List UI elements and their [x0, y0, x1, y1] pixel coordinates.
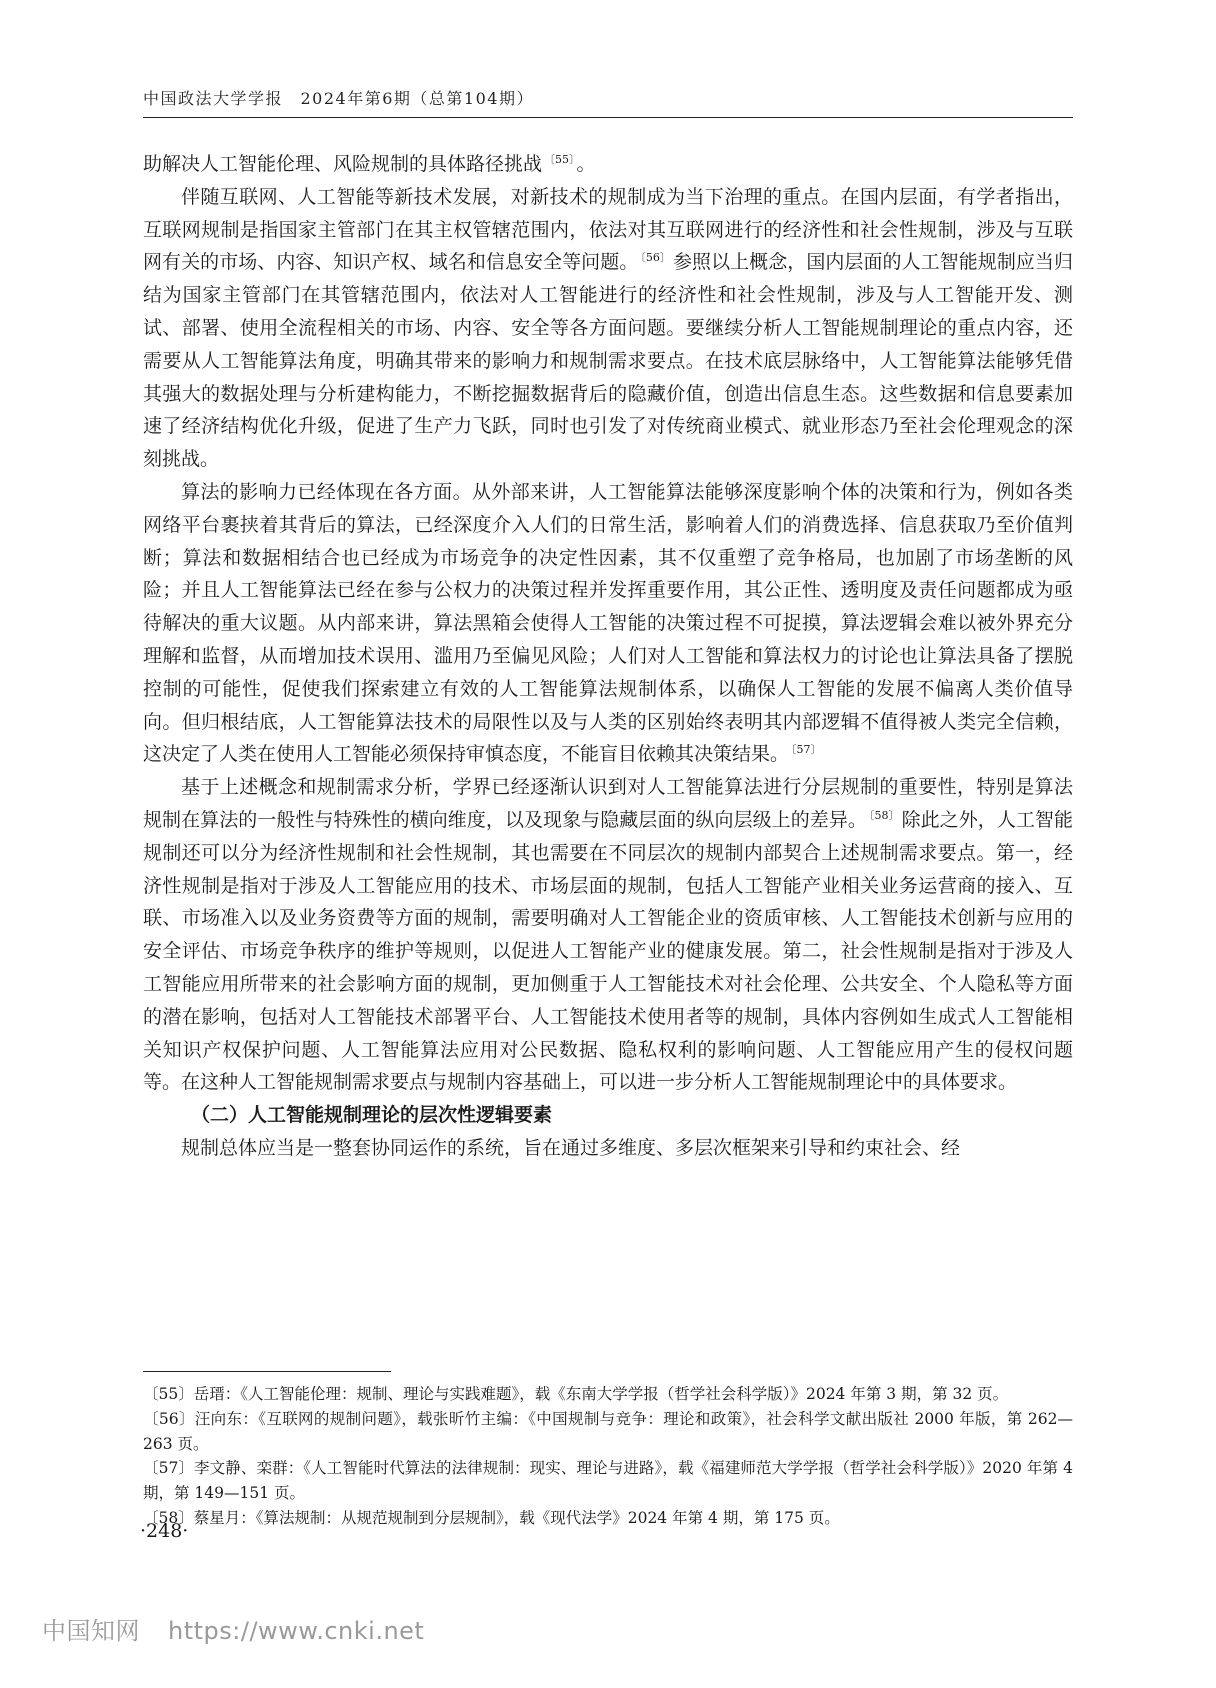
footnotes	[143, 1382, 1073, 1531]
footnote-ref-58[interactable]: 〔58〕	[868, 808, 900, 822]
footnote-ref-55[interactable]: 〔55〕	[544, 153, 575, 166]
article-body	[143, 148, 1073, 1165]
running-header: 中国政法大学学报 2024年第6期（总第104期）	[143, 89, 534, 108]
paragraph-algorithm-influence	[143, 476, 1073, 771]
footnote-55: 〔55〕岳瑨：《人工智能伦理：规制、理论与实践难题》，载《东南大学学报（哲学社会科学版）》2024 年第 3 期，第 32 页。	[143, 1385, 1009, 1403]
paragraph-text: 伴随互联网、人工智能等新技术发展，对新技术的规制成为当下治理的重点。在国内层面，有学者指出，互联网规制是指国家主管部门在其主权管辖范围内，依法对其互联网进行的经济性和社会性规制，涉及与互联网有关的市场、内容、知识产权、域名和信息安全等问题。	[143, 185, 1073, 274]
footnote-rule	[143, 1371, 391, 1372]
paragraph-continued	[143, 148, 1073, 181]
paragraph-text: 。	[576, 153, 596, 175]
paragraph-regulation-system	[143, 1132, 1073, 1165]
paragraph-layered-regulation	[143, 771, 1073, 1099]
page-number: ·248·	[140, 1520, 189, 1542]
section-subheading: （二）人工智能规制理论的层次性逻辑要素	[191, 1104, 553, 1127]
cnki-watermark[interactable]	[42, 1611, 424, 1646]
paragraph-text: 基于上述概念和规制需求分析，学界已经逐渐认识到对人工智能算法进行分层规制的重要性，特别是算法规制在算法的一般性与特殊性的横向维度，以及现象与隐藏层面的纵向层级上的差异。	[143, 776, 1073, 831]
watermark-url[interactable]: https://www.cnki.net	[168, 1617, 425, 1645]
header-rule	[143, 117, 1073, 118]
watermark-brand: 中国知网	[42, 1617, 140, 1645]
paragraph-text: 助解决人工智能伦理、风险规制的具体路径挑战	[143, 153, 543, 175]
footnote-56: 〔56〕汪向东：《互联网的规制问题》，载张昕竹主编：《中国规制与竞争：理论和政策》，社会科学文献出版社 2000 年版，第 262—263 页。	[143, 1409, 1073, 1453]
footnote-ref-57[interactable]: 〔57〕	[791, 743, 822, 757]
paragraph-text: 算法的影响力已经体现在各方面。从外部来讲，人工智能算法能够深度影响个体的决策和行为，例如各类网络平台裹挟着其背后的算法，已经深度介入人们的日常生活，影响着人们的消费选择、信息获取乃至价值判断；算法和数据相结合也已经成为市场竞争的决定性因素，其不仅重塑了竞争格局，也加剧了市场垄断的风险；并且人工智能算法已经在参与公权力的决策过程并发挥重要作用，其公正性、透明度及责任问题都成为亟待解决的重大议题。从内部来讲，算法黑箱会使得人工智能的决策过程不可捉摸，算法逻辑会难以被外界充分理解和监督，从而增加技术误用、滥用乃至偏见风险；人们对人工智能和算法权力的讨论也让算法具备了摆脱控制的可能性，促使我们探索建立有效的人工智能算法规制体系，以确保人工智能的发展不偏离人类价值导向。但归根结底，人工智能算法技术的局限性以及与人类的区别始终表明其内部逻辑不值得被人类完全信赖，这决定了人类在使用人工智能必须保持审慎态度，不能盲目依赖其决策结果。	[143, 480, 1073, 766]
paragraph-text: 除此之外，人工智能规制还可以分为经济性规制和社会性规制，其也需要在不同层次的规制内部契合上述规制需求要点。第一，经济性规制是指对于涉及人工智能应用的技术、市场层面的规制，包括人工智能产业相关业务运营商的接入、互联、市场准入以及业务资费等方面的规制，需要明确对人工智能企业的资质审核、人工智能技术创新与应用的安全评估、市场竞争秩序的维护等规则，以促进人工智能产业的健康发展。第二，社会性规制是指对于涉及人工智能应用所带来的社会影响方面的规制，更加侧重于人工智能技术对社会伦理、公共安全、个人隐私等方面的潜在影响，包括对人工智能技术部署平台、人工智能技术使用者等的规制，具体内容例如生成式人工智能相关知识产权保护问题、人工智能算法应用对公民数据、隐私权利的影响问题、人工智能应用产生的侵权问题等。在这种人工智能规制需求要点与规制内容基础上，可以进一步分析人工智能规制理论中的具体要求。	[143, 808, 1073, 1094]
footnote-58: 〔58〕蔡星月：《算法规制：从规范规制到分层规制》，载《现代法学》2024 年第 4 期，第 175 页。	[143, 1508, 840, 1527]
footnote-ref-56[interactable]: 〔56〕	[640, 251, 671, 265]
footnote-57: 〔57〕李文静、栾群：《人工智能时代算法的法律规制：现实、理论与进路》，载《福建师范大学学报（哲学社会科学版）》2020 年第 4 期，第 149—151 页。	[143, 1459, 1073, 1503]
paragraph-text: 参照以上概念，国内层面的人工智能规制应当归结为国家主管部门在其管辖范围内，依法对人工智能进行的经济性和社会性规制，涉及与人工智能开发、测试、部署、使用全流程相关的市场、内容、安全等各方面问题。要继续分析人工智能规制理论的重点内容，还需要从人工智能算法角度，明确其带来的影响力和规制需求要点。在技术底层脉络中，人工智能算法能够凭借其强大的数据处理与分析建构能力，不断挖掘数据背后的隐藏价值，创造出信息生态。这些数据和信息要素加速了经济结构优化升级，促进了生产力飞跃，同时也引发了对传统商业模式、就业形态乃至社会伦理观念的深刻挑战。	[143, 251, 1073, 471]
paragraph-regulation-concept	[143, 181, 1073, 476]
paragraph-text: 规制总体应当是一整套协同运作的系统，旨在通过多维度、多层次框架来引导和约束社会、经	[181, 1136, 961, 1159]
